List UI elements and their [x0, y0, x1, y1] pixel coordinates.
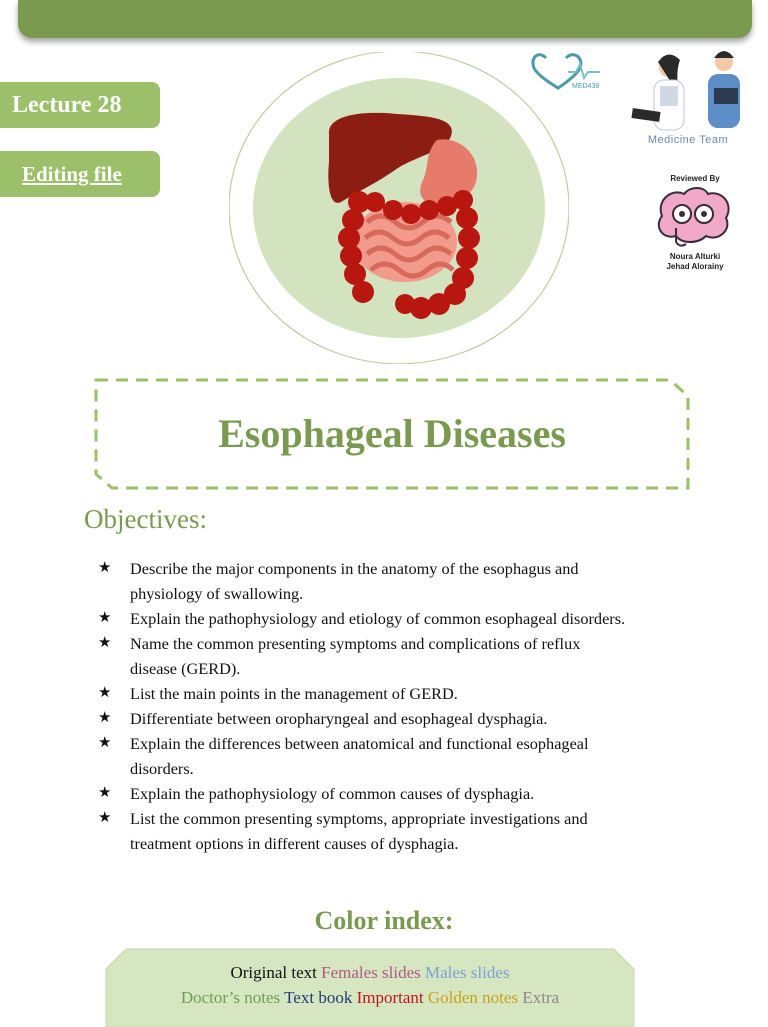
star-icon: ★ — [98, 710, 112, 726]
color-extra: Extra — [522, 988, 560, 1007]
color-index-line — [104, 963, 636, 983]
brain-mascot-icon — [652, 184, 736, 250]
objectives-list — [96, 556, 736, 856]
star-icon: ★ — [98, 685, 112, 701]
color-females: Females slides — [321, 963, 421, 982]
reviewer-name: Jehad Alorainy — [666, 262, 724, 271]
medicine-team-label: Medicine Team — [647, 134, 729, 146]
objective-item: ★ Name the common presenting symptoms and complications of reflux disease (GERD). — [96, 631, 736, 681]
reviewer-name: Noura Alturki — [669, 252, 721, 261]
svg-text:MED438: MED438 — [572, 83, 600, 90]
color-index-line — [104, 988, 636, 1008]
color-doctors-notes: Doctor’s notes — [180, 988, 281, 1007]
digestive-system-illustration — [229, 52, 569, 364]
objectives-heading: Objectives: — [84, 504, 207, 534]
color-index-box — [104, 947, 636, 1027]
color-important: Important — [356, 988, 424, 1007]
star-icon: ★ — [98, 560, 112, 576]
objective-item: ★ Describe the major components in the anatomy of the esophagus and physiology of swallowing. — [96, 556, 736, 606]
color-golden-notes: Golden notes — [427, 988, 519, 1007]
star-icon: ★ — [98, 735, 112, 751]
top-banner — [18, 0, 752, 38]
reviewed-by-label: Reviewed By — [670, 174, 720, 183]
color-original: Original text — [230, 963, 317, 982]
objective-item: ★ List the main points in the management of GERD. — [96, 681, 736, 706]
editing-file-link[interactable]: Editing file — [0, 151, 160, 197]
objective-item: ★ Explain the differences between anatomical and functional esophageal disorders. — [96, 731, 736, 781]
objective-item: ★ List the common presenting symptoms, appropriate investigations and treatment options in different causes of dysphagia. — [96, 806, 736, 856]
star-icon: ★ — [98, 635, 112, 651]
color-textbook: Text book — [284, 988, 353, 1007]
star-icon: ★ — [98, 810, 112, 826]
page-title: Esophageal Diseases — [218, 411, 566, 456]
star-icon: ★ — [98, 785, 112, 801]
med438-logo — [528, 46, 608, 92]
objective-item: ★ Differentiate between oropharyngeal and esophageal dysphagia. — [96, 706, 736, 731]
star-icon: ★ — [98, 610, 112, 626]
objective-item: ★ Explain the pathophysiology of common causes of dysphagia. — [96, 781, 736, 806]
color-index-heading: Color index: — [314, 906, 454, 935]
objective-item: ★ Explain the pathophysiology and etiology of common esophageal disorders. — [96, 606, 736, 631]
color-males: Males slides — [425, 963, 510, 982]
lecture-tag: Lecture 28 — [0, 82, 160, 128]
